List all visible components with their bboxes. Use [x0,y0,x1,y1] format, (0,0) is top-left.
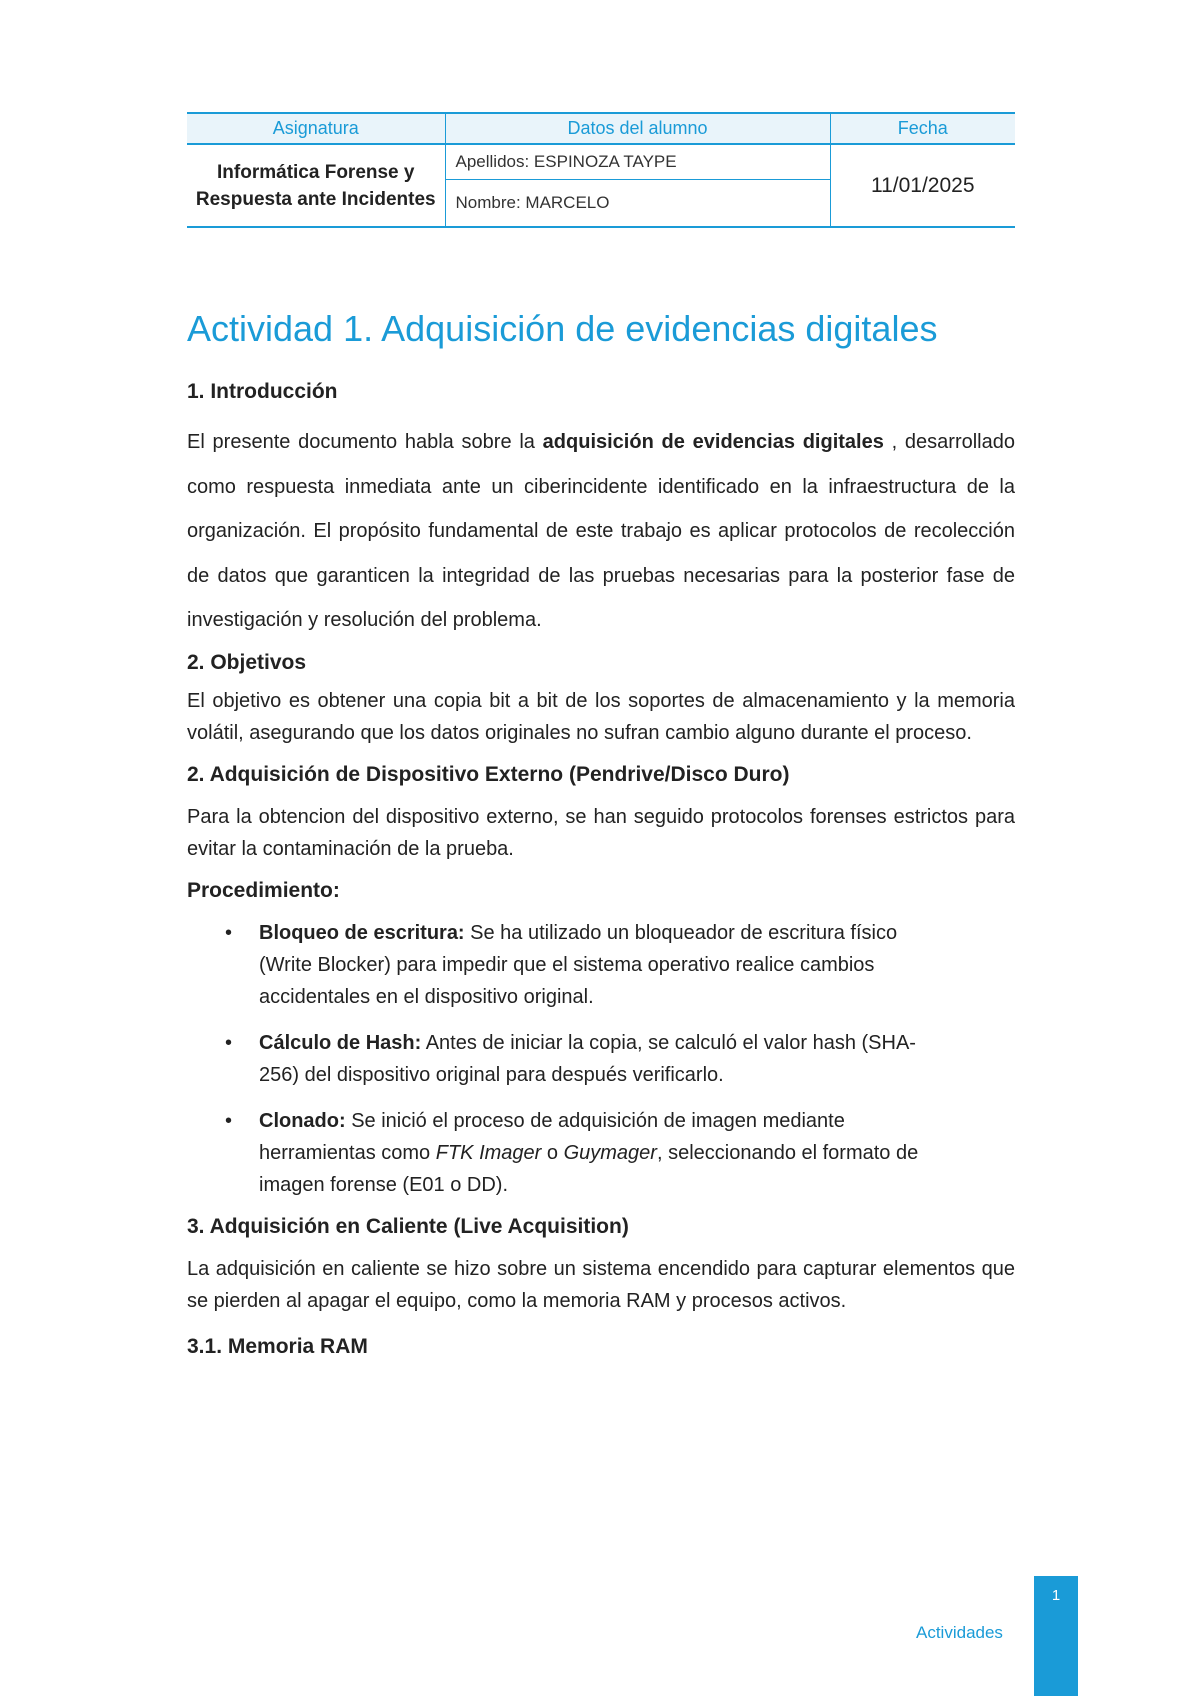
document-body [187,300,1015,1359]
objectives-paragraph: El objetivo es obtener una copia bit a bit de los soportes de almacenamiento y la memoria volátil, asegurando que los datos originales no sufran cambio alguno durante el proceso. [187,689,1015,744]
introduction-text-b: , desarrollado como respuesta inmediata ante un ciberincidente identificado en la infraestructura de la organización. El propósito fundamental de este trabajo es aplicar protocolos de recolección de datos que garanticen la integridad de las pruebas necesarias para la posterior fase de investigación y resolución del problema. [187,431,1015,631]
list-item-bold: Clonado: [259,1109,346,1132]
external-device-paragraph: Para la obtencion del dispositivo externo, se han seguido protocolos forenses estrictos para evitar la contaminación de la prueba. [187,805,1015,860]
header-table [187,112,1015,228]
introduction-bold-term: adquisición de evidencias digitales [542,431,884,453]
live-acquisition-paragraph: La adquisición en caliente se hizo sobre un sistema encendido para capturar elementos que se pierden al apagar el equipo, como la memoria RAM y procesos activos. [187,1257,1015,1312]
introduction-text-a: El presente documento habla sobre la [187,431,543,453]
section-introduction-heading: 1. Introducción [187,380,338,403]
procedure-heading: Procedimiento: [187,878,340,902]
subject-name: Informática Forense y Respuesta ante Incidentes [187,144,445,227]
list-item-bold: Bloqueo de escritura: [259,921,465,944]
list-item [225,917,1015,1013]
submission-date: 11/01/2025 [830,144,1015,227]
list-item-bold: Cálculo de Hash: [259,1031,422,1054]
page-number: 1 [1051,1587,1061,1604]
tool-name-guymager: Guymager [563,1141,657,1164]
section-objectives-heading: 2. Objetivos [187,650,307,674]
list-item-text: Se inició el proceso de adquisición de imagen mediante herramientas como [259,1109,845,1164]
section-external-device-heading: 2. Adquisición de Dispositivo Externo (Pendrive/Disco Duro) [187,762,790,786]
list-item-text: , seleccionando el formato de imagen forense (E01 o DD). [259,1141,919,1196]
list-item-text: Antes de iniciar la copia, se calculó el valor hash (SHA-256) del dispositivo original para después verificarlo. [259,1031,916,1086]
document-title: Actividad 1. Adquisición de evidencias digitales [187,308,938,349]
procedure-list [187,917,1015,1201]
section-ram-heading: 3.1. Memoria RAM [187,1334,368,1358]
bullet-icon: • [225,1031,233,1054]
page-number-tab [1034,1576,1078,1696]
list-item-text: o [541,1141,564,1164]
header-col-subject: Asignatura [187,113,445,144]
student-name: Nombre: MARCELO [445,180,830,228]
list-item [225,1105,1015,1201]
list-item [225,1027,1015,1091]
tool-name-ftk: FTK Imager [435,1141,542,1164]
student-surname: Apellidos: ESPINOZA TAYPE [445,144,830,180]
footer-label: Actividades [916,1623,1003,1642]
header-col-date: Fecha [830,113,1015,144]
section-live-acquisition-heading: 3. Adquisición en Caliente (Live Acquisition) [187,1214,629,1238]
header-col-student: Datos del alumno [445,113,830,144]
bullet-icon: • [225,921,233,944]
bullet-icon: • [225,1109,233,1132]
introduction-paragraph [187,420,1015,643]
list-item-text: Se ha utilizado un bloqueador de escritura físico (Write Blocker) para impedir que el sistema operativo realice cambios accidentales en el dispositivo original. [259,921,898,1008]
